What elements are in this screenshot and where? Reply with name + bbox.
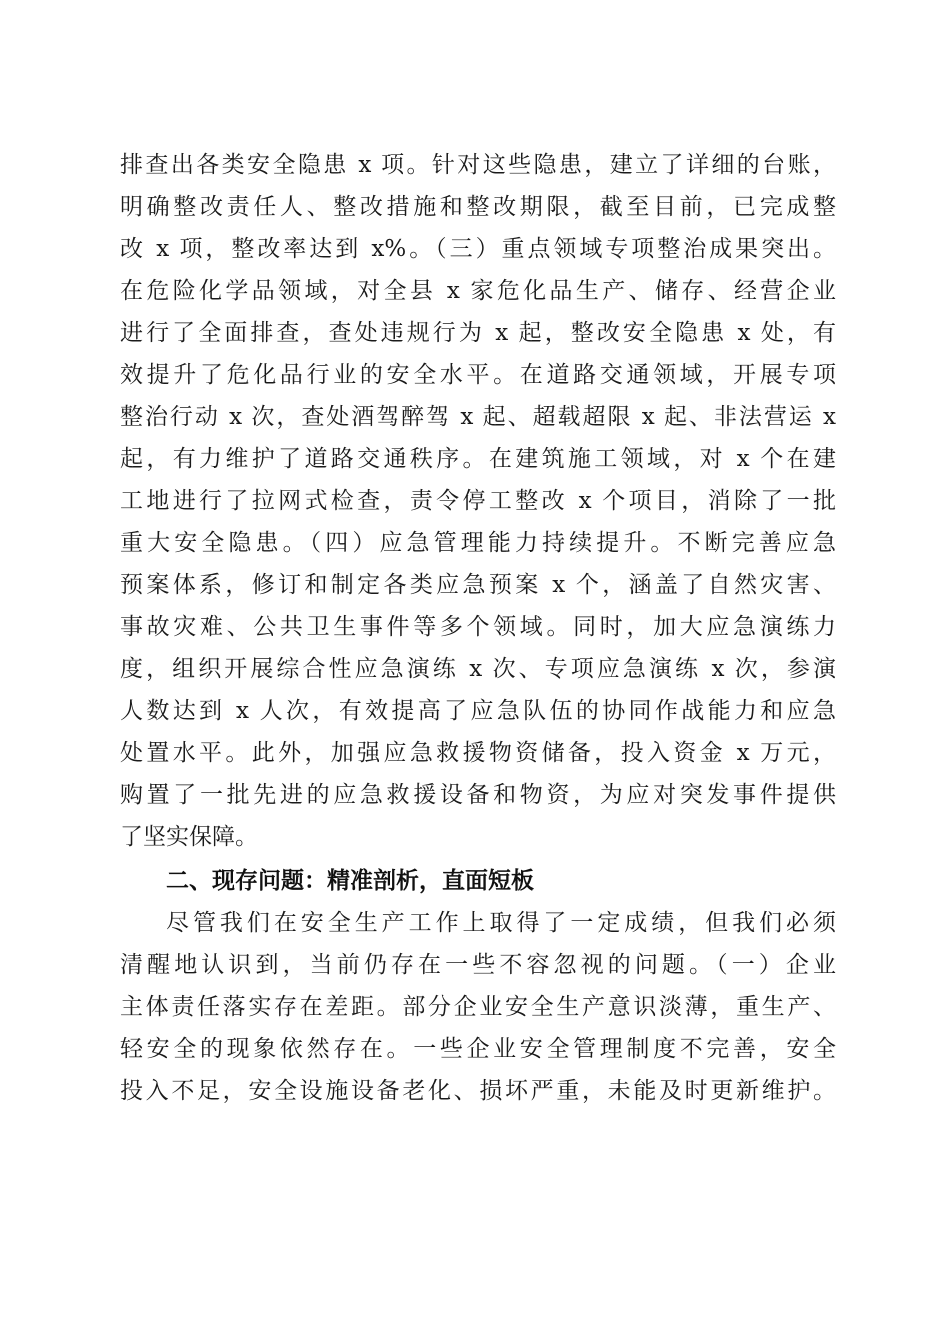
paragraph-line: 排查出各类安全隐患 x 项。针对这些隐患，建立了详细的台账， [120, 152, 836, 178]
paragraph-line: 改 x 项，整改率达到 x%。（三）重点领域专项整治成果突出。 [120, 236, 836, 262]
paragraph-line: 尽管我们在安全生产工作上取得了一定成绩，但我们必须 [166, 910, 836, 936]
paragraph-line: 效提升了危化品行业的安全水平。在道路交通领域，开展专项 [120, 362, 836, 388]
paragraph-line: 轻安全的现象依然存在。一些企业安全管理制度不完善，安全 [120, 1036, 836, 1062]
paragraph-line: 清醒地认识到，当前仍存在一些不容忽视的问题。（一）企业 [120, 952, 836, 978]
paragraph-line: 主体责任落实存在差距。部分企业安全生产意识淡薄，重生产、 [120, 994, 836, 1020]
paragraph-line: 整治行动 x 次，查处酒驾醉驾 x 起、超载超限 x 起、非法营运 x [120, 404, 836, 430]
paragraph-line: 预案体系，修订和制定各类应急预案 x 个，涵盖了自然灾害、 [120, 572, 836, 598]
paragraph-line: 工地进行了拉网式检查，责令停工整改 x 个项目，消除了一批 [120, 488, 836, 514]
section-heading: 二、现存问题：精准剖析，直面短板 [166, 868, 534, 894]
paragraph-line: 人数达到 x 人次，有效提高了应急队伍的协同作战能力和应急 [120, 698, 836, 724]
paragraph-line: 重大安全隐患。（四）应急管理能力持续提升。不断完善应急 [120, 530, 836, 556]
paragraph-line: 进行了全面排查，查处违规行为 x 起，整改安全隐患 x 处，有 [120, 320, 836, 346]
paragraph-line: 购置了一批先进的应急救援设备和物资，为应对突发事件提供 [120, 782, 836, 808]
paragraph-line: 度，组织开展综合性应急演练 x 次、专项应急演练 x 次，参演 [120, 656, 836, 682]
paragraph-line: 事故灾难、公共卫生事件等多个领域。同时，加大应急演练力 [120, 614, 836, 640]
paragraph-line: 处置水平。此外，加强应急救援物资储备，投入资金 x 万元， [120, 740, 836, 766]
paragraph-line: 明确整改责任人、整改措施和整改期限，截至目前，已完成整 [120, 194, 836, 220]
paragraph-line: 投入不足，安全设施设备老化、损坏严重，未能及时更新维护。 [120, 1078, 836, 1104]
paragraph-line: 起，有力维护了道路交通秩序。在建筑施工领域，对 x 个在建 [120, 446, 836, 472]
paragraph-line: 在危险化学品领域，对全县 x 家危化品生产、储存、经营企业 [120, 278, 836, 304]
paragraph-line: 了坚实保障。 [120, 824, 258, 850]
